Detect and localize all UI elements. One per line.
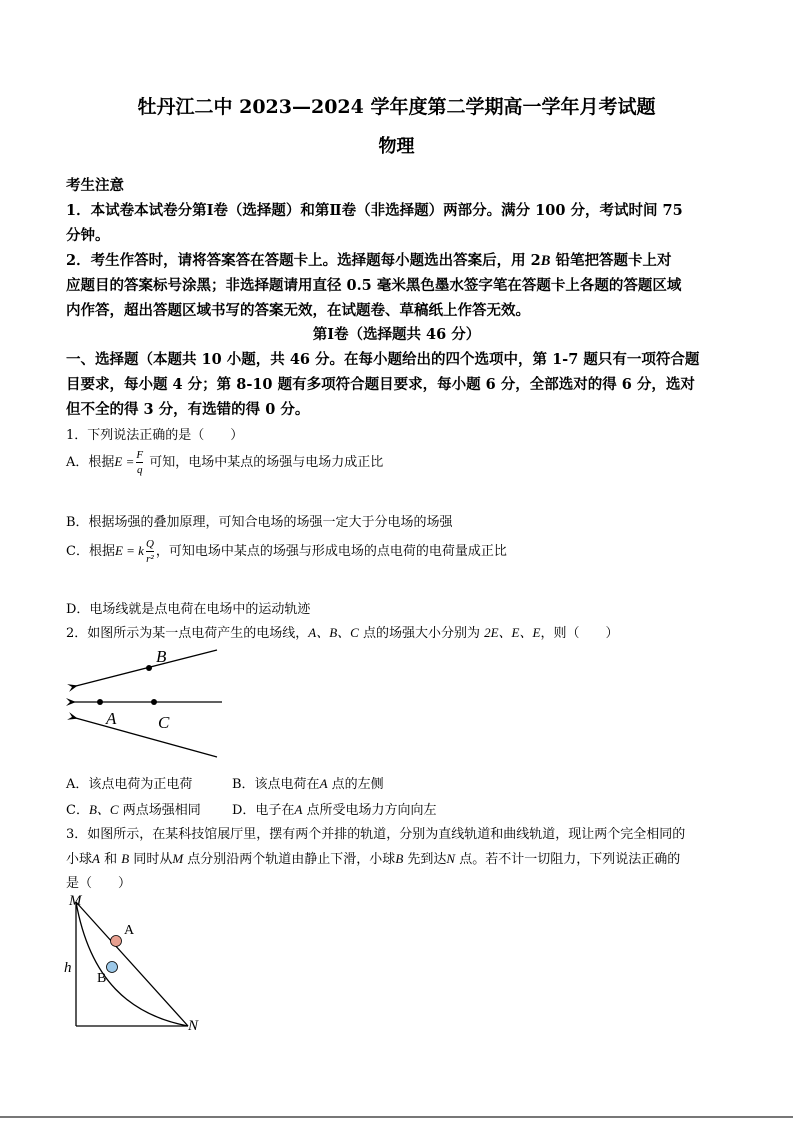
q2-option-b: B．该点电荷在A 点的左侧 bbox=[232, 776, 384, 792]
section1-heading: 第Ⅰ卷（选择题共 46 分） bbox=[312, 326, 481, 343]
q2-option-d: D．电子在A 点所受电场力方向向左 bbox=[232, 802, 437, 818]
label-b: B bbox=[156, 647, 167, 666]
point-a-dot bbox=[97, 699, 103, 705]
subject-title: 物理 bbox=[378, 136, 415, 157]
notice-item2-line3: 内作答，超出答题区域书写的答案无效，在试题卷、草稿纸上作答无效。 bbox=[66, 302, 530, 319]
straight-track bbox=[76, 902, 188, 1026]
q3-stem-line3: 是（ ） bbox=[66, 876, 132, 891]
q1-option-d: D．电场线就是点电荷在电场中的运动轨迹 bbox=[66, 602, 311, 617]
section1-intro-line2: 目要求，每小题 4 分；第 8-10 题有多项符合题目要求，每小题 6 分，全部选对的得 6 分，选对 bbox=[66, 376, 695, 393]
label-h: h bbox=[64, 960, 72, 976]
notice-item1-line1: 1．本试卷本试卷分第Ⅰ卷（选择题）和第Ⅱ卷（非选择题）两部分。满分 100 分，考试时间 75 bbox=[66, 202, 683, 219]
label-a: A bbox=[106, 709, 117, 728]
label-m: M bbox=[69, 893, 82, 909]
page-bottom-rule bbox=[0, 1116, 793, 1118]
q3-stem-line2: 小球A 和 B 同时从M 点分别沿两个轨道由静止下滑，小球B 先到达N 点。若不计一切阻力，下列说法正确的 bbox=[66, 851, 681, 867]
point-b-dot bbox=[146, 665, 152, 671]
q3-tracks-figure bbox=[60, 890, 210, 1040]
page-title: 牡丹江二中 2023—2024 学年度第二学期高一学年月考试题 bbox=[137, 96, 656, 118]
q3-stem-line1: 3．如图所示，在某科技馆展厅里，摆有两个并排的轨道，分别为直线轨道和曲线轨道，现让两个完全相同的 bbox=[66, 827, 686, 842]
q2-option-c: C．B、C 两点场强相同 bbox=[66, 802, 201, 818]
q2-field-lines-figure bbox=[60, 642, 230, 762]
ball-b bbox=[107, 962, 118, 973]
notice-item1-line2: 分钟。 bbox=[66, 227, 110, 244]
q2-stem: 2．如图所示为某一点电荷产生的电场线，A、B、C 点的场强大小分别为 2E、E、E，则（ ） bbox=[66, 625, 619, 641]
notice-heading: 考生注意 bbox=[66, 177, 124, 194]
notice-item2-line1: 2．考生作答时，请将答案答在答题卡上。选择题每小题选出答案后，用 2B 铅笔把答题卡上对 bbox=[66, 252, 672, 269]
section1-intro-line1: 一、选择题（本题共 10 小题，共 46 分。在每小题给出的四个选项中，第 1-7 题只有一项符合题 bbox=[66, 351, 700, 368]
point-c-dot bbox=[151, 699, 157, 705]
label-n: N bbox=[188, 1018, 199, 1034]
label-ball-b: B bbox=[97, 971, 107, 986]
q1-option-c: C．根据E = k $\frac{Q}{\text{r²}}$ ，可知电场中某点的场强与形成电场的点电荷的电荷量成正比 bbox=[66, 538, 507, 565]
q2-option-a: A．该点电荷为正电荷 bbox=[66, 777, 193, 792]
q1-option-b: B．根据场强的叠加原理，可知合电场的场强一定大于分电场的场强 bbox=[66, 515, 453, 530]
q1-option-a: A．根据E = $\frac{F}{q}$ 可知，电场中某点的场强与电场力成正比 bbox=[66, 449, 384, 476]
notice-item2-line2: 应题目的答案标号涂黑；非选择题请用直径 0.5 毫米黑色墨水签字笔在答题卡上各题的答题区域 bbox=[66, 277, 682, 294]
section1-intro-line3: 但不全的得 3 分，有选错的得 0 分。 bbox=[66, 401, 310, 418]
label-ball-a: A bbox=[124, 923, 135, 938]
ball-a bbox=[111, 936, 122, 947]
q1-stem: 1．下列说法正确的是（ ） bbox=[66, 428, 244, 443]
field-line-top bbox=[72, 650, 217, 687]
label-c: C bbox=[158, 713, 170, 732]
field-line-bottom bbox=[72, 717, 217, 757]
